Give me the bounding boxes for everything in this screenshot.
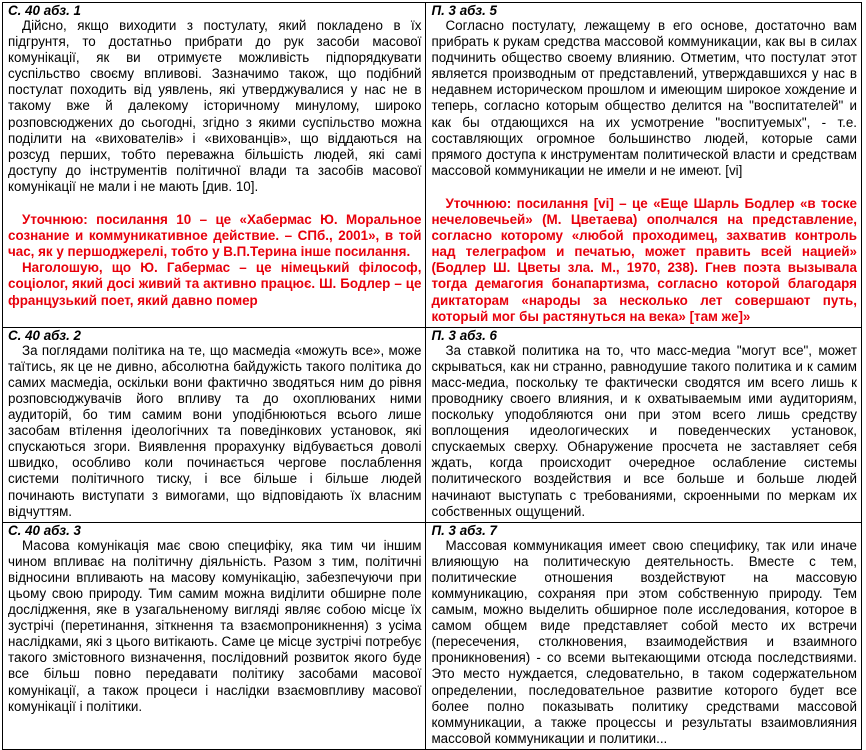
page-reference: С. 40 абз. 3 — [8, 522, 82, 538]
red-annotation: Уточнюю: посилання [vi] – це «Еще Шарль Бодлер «в тоске нечеловечьей» (М. Цветаева) ополчался на представление, согласно которому «любой проходимец, захватив контроль над телеграфом и печатью, может править всей нацией» (Бодлер Ш. Цветы зла. М., 1970, 238). Гнев поэта вызывала тогда демагогия бонапартизма, согласно которой благодаря диктаторам «народы за несколько лет совершают путь, который мог бы растянуться на века» [там же]» — [431, 195, 857, 324]
table-row — [3, 3, 862, 328]
paragraph-text: Масова комунікація має свою специфіку, яка тим чи іншим чином впливає на політичну діяльність. Разом з тим, політичні відносини впливають на масову комунікацію, забезпечуючи при цьому свою природу. Тим самим можна виділити обширне поле дослідження, яке в узагальненому вигляді являє собою місце їх зустрічі (перетинання, зіткнення та взаємопроникнення) з усіма наслідками, які з цього витікають. Саме це місце зустрічі потребує такого змістовного визначення, послідовний розвиток якого буде все більш повно передавати політику засобами масової комунікації, а також процеси і наслідки взаємовпливу масової комунікації і політики. — [8, 537, 422, 714]
page-reference: С. 40 абз. 1 — [8, 3, 82, 18]
comparison-table — [2, 2, 862, 750]
right-cell — [426, 3, 862, 328]
red-annotation: Уточнюю: посилання 10 – це «Хабермас Ю. Моральное сознание и коммуникативное действие. – СПб., 2001», в той час, як у першоджерелі, тобто у В.П.Терина інше посилання. — [8, 212, 422, 260]
page-reference: С. 40 абз. 2 — [8, 327, 82, 343]
page-reference: П. 3 абз. 7 — [431, 522, 497, 538]
paragraph-text: Согласно постулату, лежащему в его основе, достаточно вам прибрать к рукам средства массовой коммуникации, как вы в силах подчинить общество своему влиянию. Отметим, что постулат этот является производным от представлений, утверждавшихся у нас в недавнем историческом прошлом и имеющим широкое хождение и теперь, согласно которым общество делится на "воспитателей" и как бы отдающихся на их усмотрение "воспитуемых", - т.е. составляющих огромное большинство людей, которые сами прямого доступа к инструментам политической власти и средствам массовой коммуникации не имели и не имеют. [vi] — [431, 18, 857, 178]
page-reference: П. 3 абз. 5 — [431, 3, 497, 18]
paragraph-text: За ставкой политика на то, что масс-медиа "могут все", может скрываться, как ни странно, равнодушие такого политика и к самим масс-медиа, поскольку те фактически сводятся им всего лишь к проводнику своего влияния, и к охватываемым ими аудиториям, поскольку уподобляются они при этом всего лишь средству воплощения идеологических и поведенческих установок, спускаемых сверху. Обнаружение просчета не заставляет себя ждать, когда происходит очередное ослабление системы политического воздействия и все больше и больше людей начинают выступать с требованиями, скроенными по меркам их собственных ощущений. — [431, 342, 857, 519]
red-annotation: Наголошую, що Ю. Габермас – це німецький філософ, соціолог, який досі живий та активно працює. Ш. Бодлер – це французький поет, який давно помер — [8, 260, 422, 308]
paragraph-text: Массовая коммуникация имеет свою специфику, так или иначе влияющую на политическую деятельность. Вместе с тем, политические отношения воздействуют на массовую коммуникацию, сохраняя при этом собственную природу. Тем самым, можно выделить обширное поле исследования, которое в самом общем виде представляет собой место их встречи (пересечения, столкновения, взаимодействия и взаимного проникновения) - со всеми вытекающими отсюда последствиями. Это место нуждается, следовательно, в таком содержательном определении, последовательное развитие которого будет все более полно показывать политику средствами массовой коммуникации, а также процессы и результаты взаимовлияния массовой коммуникации и политики... — [431, 537, 857, 746]
right-cell — [426, 327, 862, 522]
right-cell — [426, 522, 862, 749]
paragraph-text: Дійсно, якщо виходити з постулату, який покладено в їх підгрунтя, то достатньо прибрати до рук засоби масової комунікації, як ви отримуєте можливість підпорядкувати суспільство своєму впливові. Зазначимо також, що подібний постулат походить від уявлень, які утверджувалися у нас не в такому вже й далекому історичному минулому, широко розповсюджених до сьогодні, згідно з якими суспільство можна поділити на «вихователів» і «вихованців», що віддаються на розсуд перших, тобто переважна більшість людей, які самі доступу до інструментів політичної влади та засобів масової комунікації не мали і не мають [див. 10]. — [8, 18, 422, 194]
paragraph-text: За поглядами політика на те, що масмедіа «можуть все», може таїтись, як це не дивно, абсолютна байдужість такого політика до самих масмедіа, оскільки вони фактично зводяться ним до рівня розповсюджувачів його впливу та до охоплюваних ними аудиторій, бо тим самим вони уподібнюються всього лише засобам втілення ідеологічних та поведінкових установок, які спускаються згори. Виявлення прорахунку відбувається доволі швидко, особливо коли починається чергове послаблення системи політичного тиску, і все більше і більше людей починають виступати з вимогами, що відповідають їх власним відчуттям. — [8, 342, 422, 519]
table-row — [3, 327, 862, 522]
left-cell — [3, 522, 426, 749]
page-reference: П. 3 абз. 6 — [431, 327, 497, 343]
left-cell — [3, 3, 426, 328]
left-cell — [3, 327, 426, 522]
table-row — [3, 522, 862, 749]
